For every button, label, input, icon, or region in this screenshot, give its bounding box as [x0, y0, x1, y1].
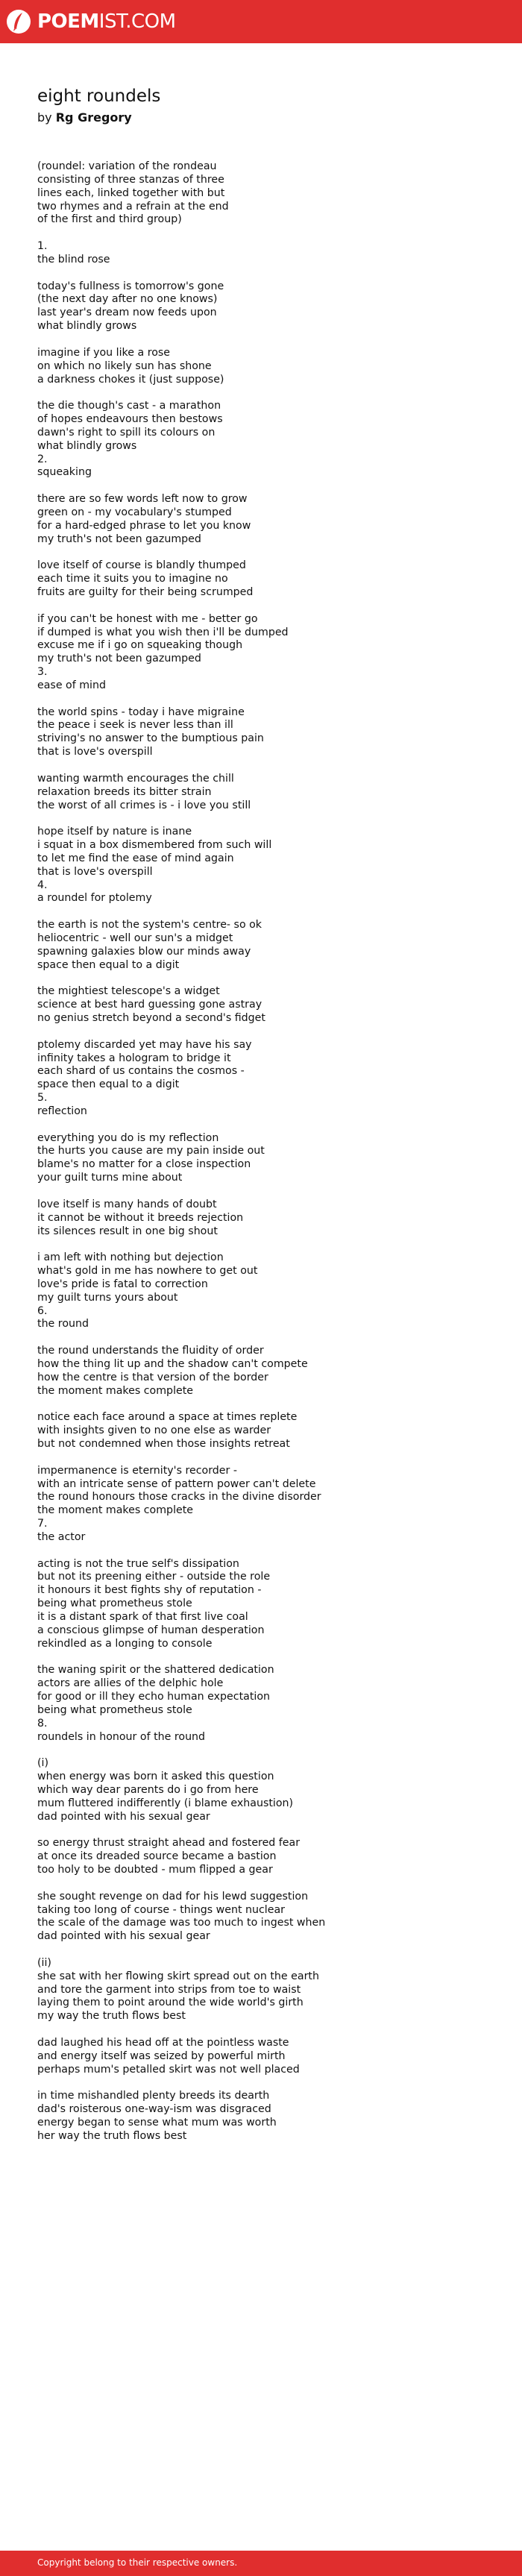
- copyright-text: Copyright belong to their respective owners.: [37, 2557, 238, 2568]
- quill-logo-icon: [6, 9, 31, 34]
- logo-text-bold: POEM: [37, 10, 99, 33]
- by-label: by: [37, 110, 52, 125]
- site-footer: [0, 2551, 522, 2576]
- site-header: [0, 0, 522, 43]
- site-logo-text: [37, 10, 176, 33]
- logo-text-light: IST.COM: [98, 10, 176, 33]
- poem-text: (roundel: variation of the rondeau consisting of three stanzas of three lines each, linked together with but two rhymes and a refrain at the end of the first and third group) 1. the blind rose today's fullness is tomorrow's gone (the next day after no one knows) last year's dream now feeds upon what blindly grows imagine if you like a rose on which no likely sun has shone a darkness chokes it (just suppose) the die though's cast - a marathon of hopes endeavours then bestows dawn's right to spill its colours on what blindly grows 2. squeaking there are so few words left now to grow green on - my vocabulary's stumped for a hard-edged phrase to let you know my truth's not been gazumped love itself of course is blandly thumped each time it suits you to imagine no fruits are guilty for their being scrumped if you can't be honest with me - better go if dumped is what you wish then i'll be dumped excuse me if i go on squeaking though my truth's not been gazumped 3. ease of mind the world spins - today i have migraine the peace i seek is never less than ill striving's no answer to the bumptious pain that is love's overspill wanting warmth encourages the chill relaxation breeds its bitter strain the worst of all crimes is - i love you still hope itself by nature is inane i squat in a box dismembered from such will to let me find the ease of mind again that is love's overspill 4. a roundel for ptolemy the earth is not the system's centre- so ok heliocentric - well our sun's a midget spawning galaxies blow our minds away space then equal to a digit the mightiest telescope's a widget science at best hard guessing gone astray no genius stretch beyond a second's fidget ptolemy discarded yet may have his say infinity takes a hologram to bridge it each shard of us contains the cosmos - space then equal to a digit 5. reflection everything you do is my reflection the hurts you cause are my pain inside out blame's no matter for a close inspection your guilt turns mine about love itself is many hands of doubt it cannot be without it breeds rejection its silences result in one big shout i am left with nothing but dejection what's gold in me has nowhere to get out love's pride is fatal to correction my guilt turns yours about 6. the round the round understands the fluidity of order how the thing lit up and the shadow can't compete how the centre is that version of the border the moment makes complete notice each face around a space at times replete with insights given to no one else as warder but not condemned when those insights retreat impermanence is eternity's recorder - with an intricate sense of pattern power can't delete the round honours those cracks in the divine disorder the moment makes complete 7. the actor acting is not the true self's dissipation but not its preening either - outside the role it honours it best fights shy of reputation - being what prometheus stole it is a distant spark of that first live coal a conscious glimpse of human desperation rekindled as a longing to console the waning spirit or the shattered dedication actors are allies of the delphic hole for good or ill they echo human expectation being what prometheus stole 8. roundels in honour of the round (i) when energy was born it asked this question which way dear parents do i go from here mum fluttered indifferently (i blame exhaustion) dad pointed with his sexual gear so energy thrust straight ahead and fostered fear at once its dreaded source became a bastion too holy to be doubted - mum flipped a gear she sought revenge on dad for his lewd suggestion taking too long of course - things went nuclear the scale of the damage was too much to ingest when dad pointed with his sexual gear (ii) she sat with her flowing skirt spread out on the earth and tore the garment into strips from toe to waist laying them to point around the wide world's girth my way the truth flows best dad laughed his head off at the pointless waste and energy itself was seized by powerful mirth perhaps mum's petalled skirt was not well placed in time mishandled plenty breeds its dearth dad's roisterous one-way-ism was disgraced energy began to sense what mum was worth her way the truth flows best: [37, 160, 326, 2142]
- byline: [37, 110, 132, 125]
- poem-title: eight roundels: [37, 87, 161, 106]
- site-logo[interactable]: [6, 9, 176, 34]
- author-link[interactable]: Rg Gregory: [55, 110, 132, 125]
